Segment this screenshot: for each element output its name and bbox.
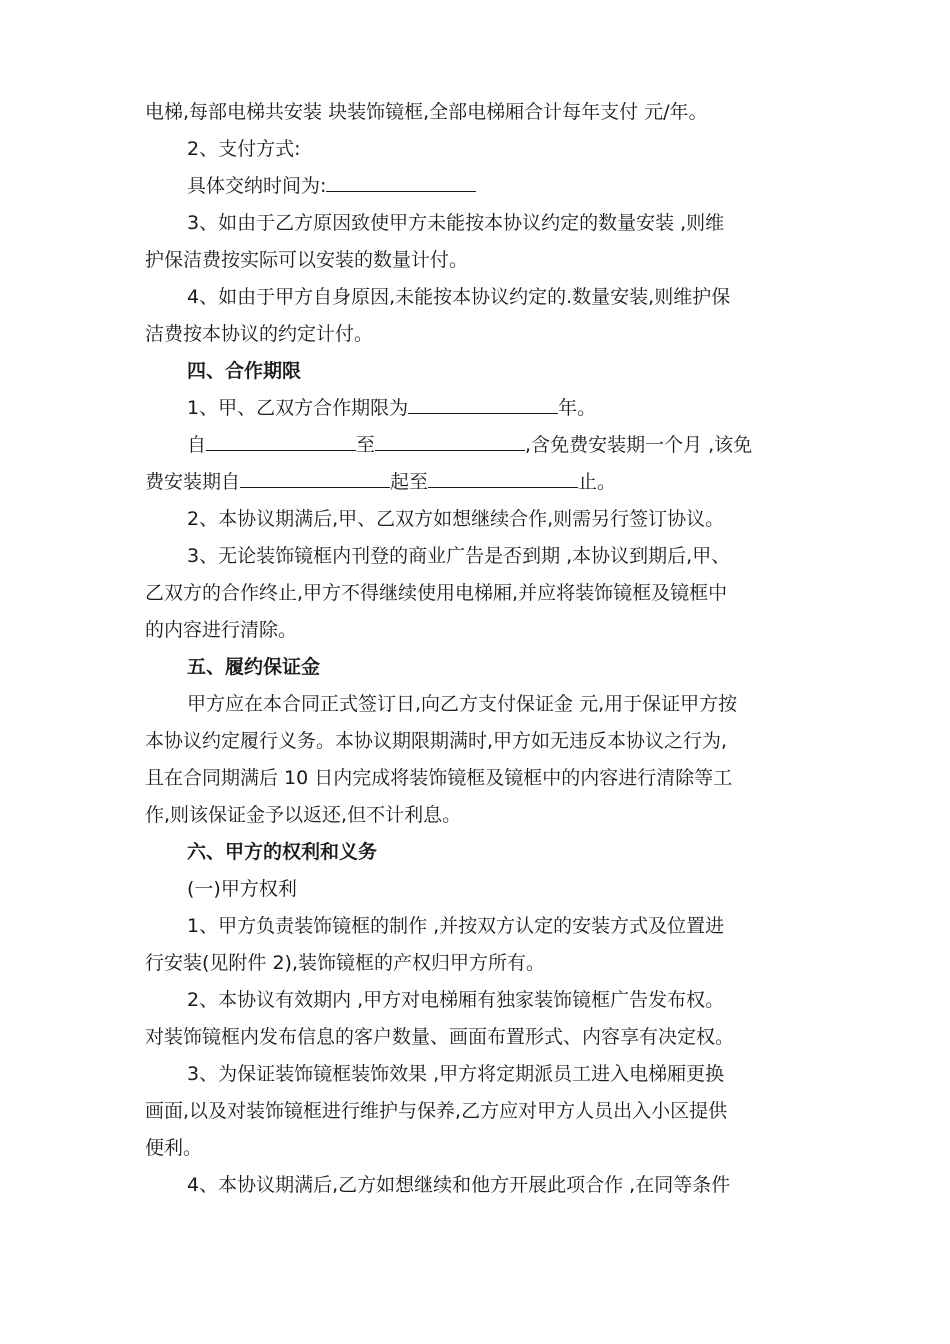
paragraph-line: 1、甲方负责装饰镜框的制作 ,并按双方认定的安装方式及位置进 (187, 915, 725, 937)
fill-in-blank (408, 393, 558, 414)
section-heading: 四、合作期限 (187, 360, 302, 382)
fill-in-blank (240, 467, 390, 488)
paragraph-line: 且在合同期满后 10 日内完成将装饰镜框及镜框中的内容进行清除等工 (145, 767, 733, 789)
paragraph-line: 便利。 (145, 1137, 203, 1159)
subsection-heading: (一)甲方权利 (187, 878, 297, 900)
paragraph-line: 3、无论装饰镜框内刊登的商业广告是否到期 ,本协议到期后,甲、 (187, 545, 731, 567)
paragraph-line: 费安装期自 起至 止。 (145, 464, 810, 501)
paragraph-line: 护保洁费按实际可以安装的数量计付。 (145, 249, 469, 271)
paragraph-line: 画面,以及对装饰镜框进行维护与保养,乙方应对甲方人员出入小区提供 (145, 1100, 728, 1122)
paragraph-line: 对装饰镜框内发布信息的客户数量、画面布置形式、内容享有决定权。 (145, 1026, 735, 1048)
paragraph-line: 本协议约定履行义务。本协议期限期满时,甲方如无违反本协议之行为, (145, 730, 728, 752)
fill-in-blank (206, 430, 356, 451)
paragraph-line: 3、为保证装饰镜框装饰效果 ,甲方将定期派员工进入电梯厢更换 (187, 1063, 725, 1085)
paragraph-line: 洁费按本协议的约定计付。 (145, 323, 374, 345)
paragraph-line: 4、本协议期满后,乙方如想继续和他方开展此项合作 ,在同等条件 (187, 1174, 731, 1196)
paragraph-line: 2、本协议期满后,甲、乙双方如想继续合作,则需另行签订协议。 (187, 508, 725, 530)
paragraph-line: 2、本协议有效期内 ,甲方对电梯厢有独家装饰镜框广告发布权。 (187, 989, 725, 1011)
fill-in-blank (326, 171, 476, 192)
fill-in-blank (375, 430, 525, 451)
paragraph-line: 电梯,每部电梯共安装 块装饰镜框,全部电梯厢合计每年支付 元/年。 (145, 101, 708, 123)
paragraph-line: 4、如由于甲方自身原因,未能按本协议约定的.数量安装,则维护保 (187, 286, 731, 308)
paragraph-line: 作,则该保证金予以返还,但不计利息。 (145, 804, 462, 826)
paragraph-line: 1、甲、乙双方合作期限为 年。 (145, 390, 810, 427)
paragraph-line: 甲方应在本合同正式签订日,向乙方支付保证金 元,用于保证甲方按 (187, 693, 738, 715)
paragraph-line: 具体交纳时间为: (145, 168, 810, 205)
fill-in-blank (428, 467, 578, 488)
document-page (145, 94, 810, 1204)
paragraph-line: 3、如由于乙方原因致使甲方未能按本协议约定的数量安装 ,则维 (187, 212, 725, 234)
paragraph-line: 自 至 ,含免费安装期一个月 ,该免 (145, 427, 810, 464)
paragraph-line: 乙双方的合作终止,甲方不得继续使用电梯厢,并应将装饰镜框及镜框中 (145, 582, 728, 604)
paragraph-line: 行安装(见附件 2),装饰镜框的产权归甲方所有。 (145, 952, 545, 974)
section-heading: 六、甲方的权利和义务 (187, 841, 378, 863)
paragraph-line: 的内容进行清除。 (145, 619, 298, 641)
paragraph-line: 2、支付方式: (187, 138, 301, 160)
section-heading: 五、履约保证金 (187, 656, 321, 678)
